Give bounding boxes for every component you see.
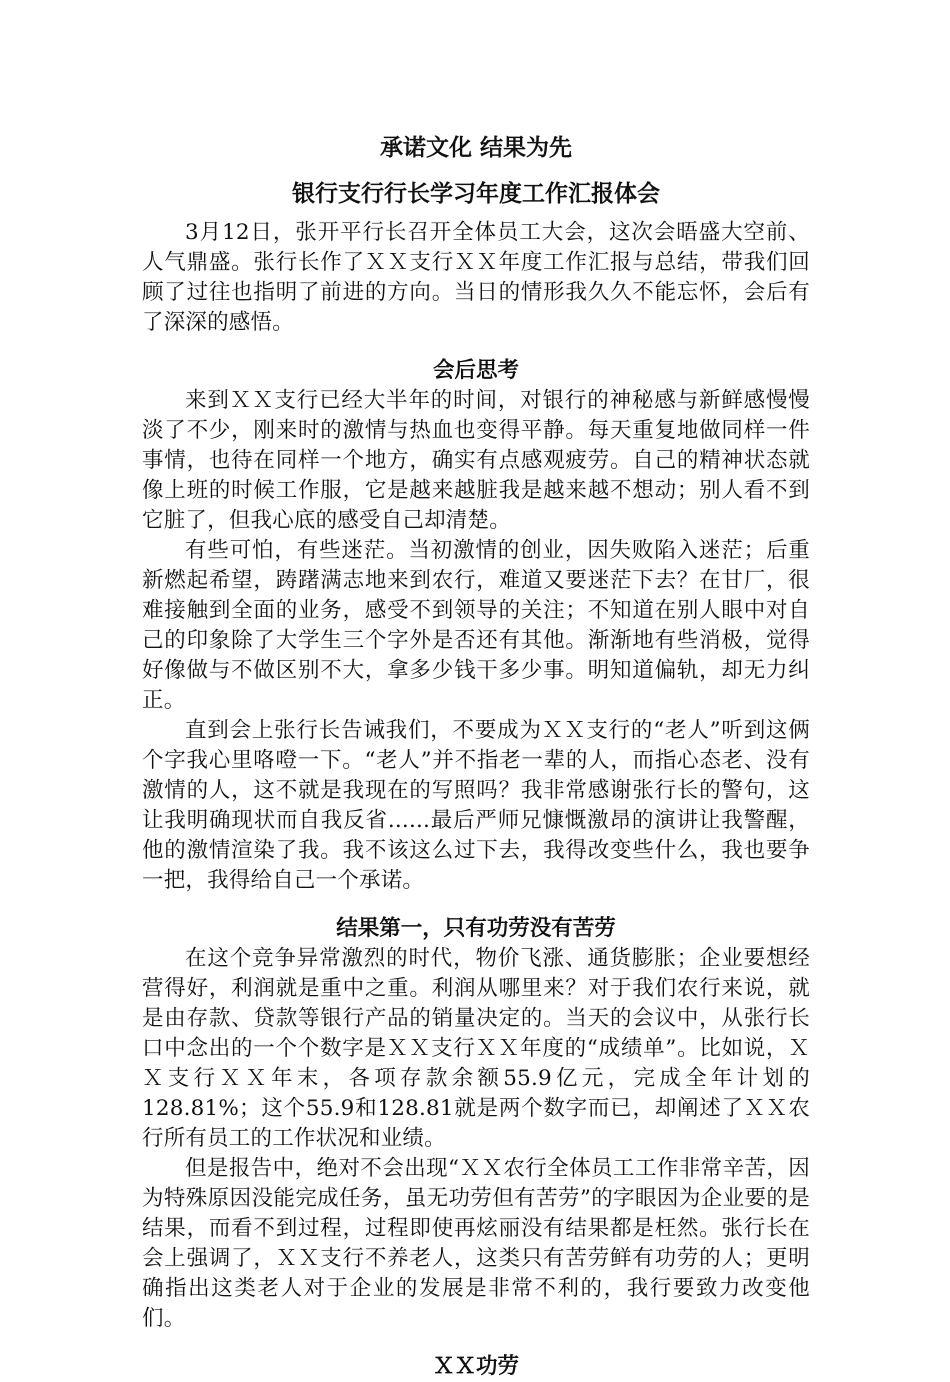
- section-heading: 会后思考: [432, 358, 519, 383]
- body-paragraph: 直到会上张行长告诫我们，不要成为ＸＸ支行的“老人”听到这俩个字我心里咯噔一下。“老人”并不指老一辈的人，而指心态老、没有激情的人，这不就是我现在的写照吗？我非常感谢张行长的警句，这让我明确现状而自我反省......最后严师兄慷慨激昂的演讲让我警醒，他的激情渲染了我。我不该这么过下去，我得改变些什么，我也要争一把，我得给自己一个承诺。: [142, 718, 810, 893]
- document-page: [142, 132, 810, 1382]
- intro-paragraph: 3月12日，张开平行长召开全体员工大会，这次会晤盛大空前、人气鼎盛。张行长作了ＸＸ支行ＸＸ年度工作汇报与总结，带我们回顾了过往也指明了前进的方向。当日的情形我久久不能忘怀，会后有了深深的感悟。: [142, 220, 810, 335]
- document-subtitle: 银行支行行长学习年度工作汇报体会: [292, 180, 660, 207]
- section-reflection: [142, 356, 810, 896]
- section-merit: [142, 1352, 810, 1382]
- section-results-first: [142, 914, 810, 1334]
- section-heading: ＸＸ功劳: [432, 1354, 519, 1379]
- body-paragraph: 在这个竞争异常激烈的时代，物价飞涨、通货膨胀；企业要想经营得好，利润就是重中之重。利润从哪里来？对于我们农行来说，就是由存款、贷款等银行产品的销量决定的。当天的会议中，从张行长口中念出的一个个数字是ＸＸ支行ＸＸ年度的“成绩单”。比如说，ＸＸ支行ＸＸ年末，各项存款余额55.9亿元，完成全年计划的128.81%；这个55.9和128.81就是两个数字而已，却阐述了ＸＸ农行所有员工的工作状况和业绩。: [142, 946, 810, 1151]
- body-paragraph: 但是报告中，绝对不会出现“ＸＸ农行全体员工工作非常辛苦，因为特殊原因没能完成任务，虽无功劳但有苦劳”的字眼因为企业要的是结果，而看不到过程，过程即使再炫丽没有结果都是枉然。张行长在会上强调了，ＸＸ支行不养老人，这类只有苦劳鲜有功劳的人；更明确指出这类老人对于企业的发展是非常不利的，我行要致力改变他们。: [142, 1156, 810, 1331]
- body-paragraph: 来到ＸＸ支行已经大半年的时间，对银行的神秘感与新鲜感慢慢淡了不少，刚来时的激情与热血也变得平静。每天重复地做同样一件事情，也待在同样一个地方，确实有点感观疲劳。自己的精神状态就像上班的时候工作服，它是越来越脏我是越来越不想动；别人看不到它脏了，但我心底的感受自己却清楚。: [142, 388, 810, 533]
- document-title: 承诺文化 结果为先: [379, 134, 572, 161]
- section-heading: 结果第一，只有功劳没有苦劳: [336, 916, 616, 941]
- body-paragraph: 有些可怕，有些迷茫。当初激情的创业，因失败陷入迷茫；后重新燃起希望，踌躇满志地来到农行，难道又要迷茫下去？在甘厂，很难接触到全面的业务，感受不到领导的关注；不知道在别人眼中对自己的印象除了大学生三个字外是否还有其他。渐渐地有些消极，觉得好像做与不做区别不大，拿多少钱干多少事。明知道偏轨，却无力纠正。: [142, 538, 810, 713]
